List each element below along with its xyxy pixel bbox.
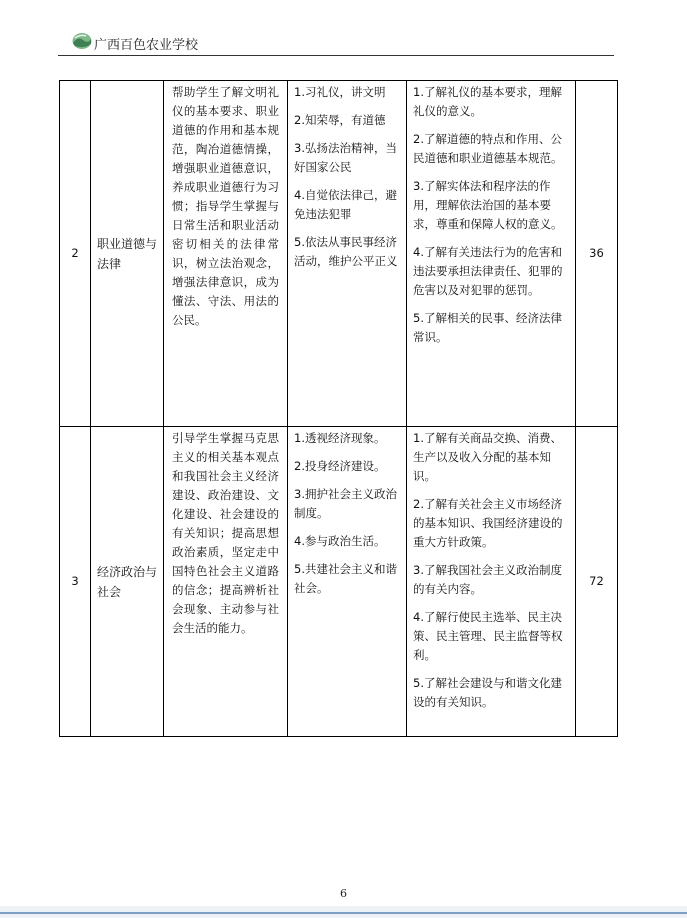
list-item: 2.了解有关社会主义市场经济的基本知识、我国经济建设的重大方针政策。 [413,497,563,549]
list-item: 3.了解实体法和程序法的作用，理解依法治国的基本要求，尊重和保障人权的意义。 [413,179,563,231]
list-item: 4.自觉依法律己，避免违法犯罪 [294,188,397,221]
course-goal: 引导学生掌握马克思主义的相关基本观点和我国社会主义经济建设、政治建设、文化建设、社会建设的有关知识；提高思想政治素质，坚定走中国特色社会主义道路的信念；提高辨析社会现象、主动参与社会生活的能力。 [164,427,288,737]
row-number: 2 [60,81,91,427]
course-name: 经济政治与社会 [91,427,164,737]
course-name: 职业道德与法律 [91,81,164,427]
list-item: 3.弘扬法治精神，当好国家公民 [294,141,397,174]
curriculum-table [59,80,618,737]
learning-requirements [407,427,576,737]
list-item: 5.依法从事民事经济活动，维护公平正义 [294,235,398,268]
learning-requirements [407,81,576,427]
page-number: 6 [340,887,347,900]
header-rule [58,55,614,56]
class-hours: 36 [576,81,618,427]
page-header [58,30,614,54]
list-item: 5.了解社会建设与和谐文化建设的有关知识。 [413,676,562,709]
teaching-units [288,427,407,737]
list-item: 3.拥护社会主义政治制度。 [294,487,397,520]
list-item: 1.了解礼仪的基本要求，理解礼仪的意义。 [413,85,562,118]
list-item: 4.了解有关违法行为的危害和违法要承担法律责任、犯罪的危害以及对犯罪的惩罚。 [413,245,563,297]
list-item: 5.共建社会主义和谐社会。 [294,562,397,595]
class-hours: 72 [576,427,618,737]
list-item: 2.投身经济建设。 [294,459,386,473]
list-item: 2.知荣辱，有道德 [294,113,386,127]
list-item: 2.了解道德的特点和作用、公民道德和职业道德基本规范。 [413,132,563,165]
list-item: 1.了解有关商品交换、消费、生产以及收入分配的基本知识。 [413,431,562,483]
table-row [60,427,618,737]
teaching-units [288,81,407,427]
footer-line [0,912,687,914]
list-item: 4.参与政治生活。 [294,534,386,548]
school-name: 广西百色农业学校 [94,38,199,53]
table-row [60,81,618,427]
list-item: 3.了解我国社会主义政治制度的有关内容。 [413,563,562,596]
list-item: 1.习礼仪，讲文明 [294,85,386,99]
course-goal: 帮助学生了解文明礼仪的基本要求、职业道德的作用和基本规范，陶冶道德情操，增强职业道德意识，养成职业道德行为习惯；指导学生掌握与日常生活和职业活动密切相关的法律常识，树立法治观念，增强法律意识，成为懂法、守法、用法的公民。 [164,81,288,427]
list-item: 5.了解相关的民事、经济法律常识。 [413,311,562,344]
list-item: 4.了解行使民主选举、民主决策、民主管理、民主监督等权利。 [413,610,563,662]
school-logo-icon [72,32,92,50]
list-item: 1.透视经济现象。 [294,431,386,445]
row-number: 3 [60,427,91,737]
